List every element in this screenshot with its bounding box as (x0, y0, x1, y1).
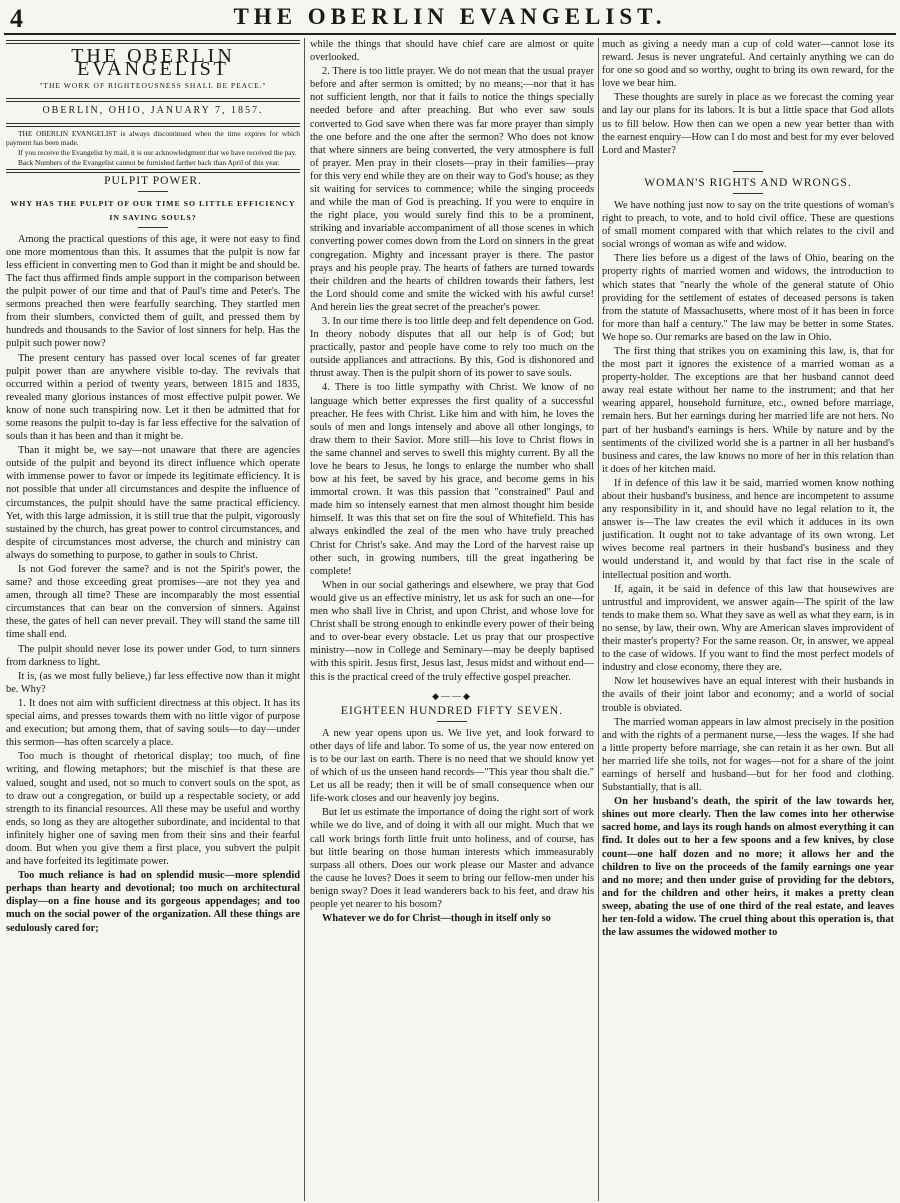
paragraph: There lies before us a digest of the laws of Ohio, bearing on the property rights of married women and widows, the introduction to which states that "nearly the whole of the general statute of Ohio providing for the settlement of estates of deceased persons is taken from the statute of Massachusetts, where most of it has been in force for more than half a century." The law may be better in some States. We hope so. Our remarks are based on the law in Ohio. (602, 253, 894, 343)
masthead-motto: "THE WORK OF RIGHTEOUSNESS SHALL BE PEACE." (39, 81, 267, 91)
running-title: THE OBERLIN EVANGELIST. (233, 4, 667, 29)
notice: If you receive the Evangelist by mail, it is our acknowledgment that we have received the pay. (18, 148, 297, 158)
paragraph: much as giving a needy man a cup of cold water—cannot lose its reward. Jesus is never ungrateful. And certainly anything we can do for one so good and so worthy, ought to bring its own reward, for the love we bear him. (602, 39, 894, 90)
paragraph: If, again, it be said in defence of this law that housewives are untrustful and improvident, we answer again—The spirit of the law tends to make them so. What they save as well as what they earn, is in no sense, by law, their own. Why are American slaves improvident of their master's property? For the same reason. Or, in answer, we appeal to the case of widows. If you want to find the most perfect models of industry and close economy, there they are. (602, 583, 894, 674)
paragraph: Too much is thought of rhetorical display; too much, of fine writing, and flowing metaphors; but the mischief is that these are valued, sought and used, not so much to convert souls on the spot, as to draw out a congregation, or build up a respectable society, or add strength to its financial resources. All these may be useful and worthy ends, so long as they are altogether subordinate, and incidental to that infinitely higher one of saving men from their sins and their fearful doom. But when you give them a first place, you subvert the pulpit and have forfeited its legitimate power. (6, 751, 300, 868)
paragraph: 1. It does not aim with sufficient directness at this object. It has its special aims, and presses towards them with no little vigor of purpose and execution; but among them, that of saving souls—to day—under this sermon—has often scarcely a place. (6, 697, 300, 749)
running-header (0, 0, 900, 34)
ornament-divider: ◆——◆ (432, 690, 472, 701)
column-2 (310, 38, 594, 1201)
masthead-title: THE OBERLIN EVANGELIST (71, 45, 235, 81)
paragraph: Now let housewives have an equal interest with their husbands in the avails of their joint labor and economy; and a world of social trouble is obviated. (602, 676, 894, 714)
page-number: 4 (10, 4, 23, 33)
paragraph: while the things that should have chief care are almost or quite overlooked. (310, 39, 594, 64)
paragraph: 4. There is too little sympathy with Christ. We know of no language which better expresses the first quality of a successful preacher. He fees with Christ. Like him and with him, he loves the souls of men and longs intensely and above all other longings, to draw them to their Savior. More still—his love to Christ flows in the same channel and serves to swell this mighty current. By all the love he bears to Jesus, he longs to enlarge the number who shall bow at his feet, be saved by his grace, and become gems in his immortal crown. It was this passion that "constrained" Paul and made him so intensely earnest that men almost thought him beside himself. It was this that set on fire the soul of Whitefield. This has always enkindled the zeal of the men who have truly preached Christ for Christ's sake. And may the Lord of the harvest raise up other such, in growing numbers, till the great ingathering be complete! (310, 382, 594, 577)
short-rule (138, 191, 168, 192)
masthead-rule (6, 40, 300, 44)
paragraph: 3. In our time there is too little deep and felt dependence on God. In theory nobody disputes that all our help is of God; but practically, pastor and people have come to rely too much on the outside appliances and attractions. By this, God is dishonored and thrust away. Then is the pulpit shorn of its power to save souls. (310, 315, 594, 380)
short-rule (437, 721, 467, 722)
short-rule (733, 193, 763, 194)
paragraph: If in defence of this law it be said, married women know nothing about their husband's business, and hence are incompetent to assume any responsibility in it, and should have no legal relation to it, the answer is—The law creates the evil which it adduces in its own justification. It ought not to take advantage of its own wrong. Let wives become real partners in their husband's business and they would understand it, and would by that fact rise in the scale of intellectual position and worth. (602, 477, 894, 581)
paragraph: On her husband's death, the spirit of the law towards her, shines out more clearly. Then the law comes into her otherwise sacred home, and lays its rough hands on almost everything it can find. It doles out to her a few spoons and a few knives, by close count—one half dozen and no more; it allows her and the children to live on the proceeds of the family earnings one year and no more; and then under guise of providing for the debtors, and for the children and other heirs, it makes a pretty clean sweep, abating the use of one third of the real estate, and leaves her ten-fold a widow. The cruel thing about this operation is, that the law assumes the widowed mother to (602, 796, 894, 939)
column-divider (304, 38, 305, 1201)
paragraph: Is not God forever the same? and is not the Spirit's power, the same? and those exceeding great promises—are not they yea and amen, through all time? These are incomparably the most essential circumstances that can bear on the conversion of sinners. Against these, the gates of hell can never prevail. They will stand the same till time shall end. (6, 564, 300, 641)
masthead-rule (6, 123, 300, 127)
column-1 (6, 38, 300, 1201)
paragraph: It is, (as we most fully believe,) far less effective now than it might be. Why? (6, 670, 300, 695)
masthead-rule (6, 98, 300, 102)
masthead-dateline: OBERLIN, OHIO, JANUARY 7, 1857. (42, 105, 264, 117)
column-3 (602, 38, 894, 1201)
paragraph: We have nothing just now to say on the trite questions of woman's right to preach, to vote, and to hold civil office. These are questions of small moment compared with that which relates to the civil and social wrongs of woman as wife and widow. (602, 199, 894, 251)
masthead (6, 40, 300, 127)
paragraph: The present century has passed over local scenes of far greater pulpit power than are anywhere visible to-day. The revivals that occurred within a period of twenty years, between 1815 and 1835, revealed many glorious instances of most effective pulpit power. We know of none such transpiring now. Let it then be admitted that for some reasons the pulpit to-day is far less effective for the salvation of souls than it has been and than it might be. (6, 352, 300, 443)
notice: THE OBERLIN EVANGELIST is always discontinued when the time expires for which payment has been made. (6, 129, 300, 148)
section-rule (6, 169, 300, 173)
notice: Back Numbers of the Evangelist cannot be furnished farther back than April of this year. (18, 158, 280, 168)
paragraph: The first thing that strikes you on examining this law, is, that for the most part it ignores the existence of a married woman as a property-holder. The exceptions are that her husband cannot deed away real estate without her name to the instrument; and that her wearing apparel, household furniture, etc., owned before marriage, remain hers. But her earnings during her married life are not hers. No part of her husband's earnings is hers. While by nature and by the sentiments of the civilized world she is a partner in all her husband's business and cares, the law knows no more of her in this relation than it does of her kitchen maid. (602, 345, 894, 475)
paragraph: A new year opens upon us. We live yet, and look forward to other days of life and labor. To some of us, the year now entered on is to be our last on earth. There is no need that we should know yet of which of us the unseen hand records—"This year thou shalt die." Let us all be ready; then it will be of small consequence when our life-work closes and our heavenly joy begins. (310, 727, 594, 805)
paragraph: The pulpit should never lose its power under God, to turn sinners from darkness to light. (6, 643, 300, 668)
article-heading: WOMAN'S RIGHTS AND WRONGS. (644, 176, 852, 189)
paragraph: When in our social gatherings and elsewhere, we pray that God would give us an effective ministry, let us ask for such an one—for men who shall live in Christ, and upon Christ, and whose love for Christ shall be strong enough to enkindle every power of their being and to over-bear every obstacle. Let us pray that our prospective ministry—now in College and Seminary—may be deeply baptised with this spirit. Jesus first, Jesus last, Jesus midst and without end—this is the practical creed of the truly effective gospel preacher. (310, 579, 594, 683)
article-subheading: WHY HAS THE PULPIT OF OUR TIME SO LITTLE EFFICIENCY IN SAVING SOULS? (10, 199, 296, 222)
column-divider (598, 38, 599, 1201)
paragraph: But let us estimate the importance of doing the right sort of work while we do live, and of doing it with all our might. Much that we call work brings forth little fruit unto holiness, and of course, has but little bearing on those human interests which immeasurably surpass all others. Does our work please our Master and advance the cause he loves? Does it seem to bring our fellow-men under his benign sway? Does it lead wanderers back to his feet, and draw his people yet nearer to his bosom? (310, 807, 594, 910)
paragraph: Too much reliance is had on splendid music—more splendid perhaps than hearty and devotional; too much on architectural display—on a fine house and its gorgeous appendages; and too much on the social power of the organization. All these things are sedulously cared for; (6, 870, 300, 934)
paragraph: Whatever we do for Christ—though in itself only so (322, 913, 551, 925)
paragraph: The married woman appears in law almost precisely in the position and with the rights of a permanent nurse,—less the wages. If she had a little property before marriage, she can retain it as her own. But all her married life she toils, not for wages—not for a share of the joint earnings of herself and husband—but for her food and clothing. Substantially, that is all. (602, 716, 894, 794)
paragraph: Among the practical questions of this age, it were not easy to find one more momentous than this. It assumes that the pulpit is now far less efficient in converting men to God than it might be and should be. The fact thus affirmed finds ample support in the comparison between the pulpit power of our time and that of Paul's time and Peter's. The sermons preached then were fearfully searching. They startled men from their slumbers, convicted them of guilt, and pressed them by hundreds and thousands to the Savior of lost sinners for help. Has the pulpit such power now? (6, 233, 300, 350)
article-heading: EIGHTEEN HUNDRED FIFTY SEVEN. (340, 704, 564, 717)
short-rule (733, 171, 763, 172)
paragraph: Than it might be, we say—not unaware that there are agencies outside of the pulpit and beyond its direct influence which operate with immense power to favor or impede its legitimate efficiency. It is not possible that under all circumstances and despite the influence of circumstances, the pulpit should have the same practical efficiency. Yet, with this large admission, it is still true that the pulpit, vigorously sustained by the church, has great power to control circumstances, and despite of circumstances most adverse, the church and ministry can always do something to purpose, to gather in souls to Christ. (6, 445, 300, 561)
paragraph: These thoughts are surely in place as we forecast the coming year and lay our plans for its labors. It is but a little space that God allots us to fill below. How then can we open a new year better than with the earnest enquiry—How can I do most and best for my ever beloved Lord and Master? (602, 92, 894, 156)
short-rule (138, 227, 168, 228)
header-rule (4, 33, 896, 35)
article-heading: PULPIT POWER. (104, 175, 202, 188)
paragraph: 2. There is too little prayer. We do not mean that the usual prayer before and after sermon is omitted; by no means;—nor that it has not sufficient length, nor that it fails to notice the things specially needed before and after preaching. But who ever saw souls converted to God save when there was far more prayer than simply the one before and the one after the sermon? Who does not know that where sinners are being converted, the very atmosphere is full of prayer. Men pray in their closets—pray in their families—pray for this very end while they are on their way to God's house; as they sit waiting for services to commence; while the singing proceeds and while the man of God is preaching. If you were to enquire in the right place, you would surely find this to be a prominent, striking and invariable accompaniment of all those scenes in which converting power comes down from the Lord on sinners in the great congregation. Mighty and incessant prayer is there. The pastor prays and his people pray. The hearts of fathers are turned towards their children and the hearts of children towards their fathers, lest the Lord should come and smite the wicked with his awful curse! And herein lies the great secret of the preacher's power. (310, 66, 594, 313)
